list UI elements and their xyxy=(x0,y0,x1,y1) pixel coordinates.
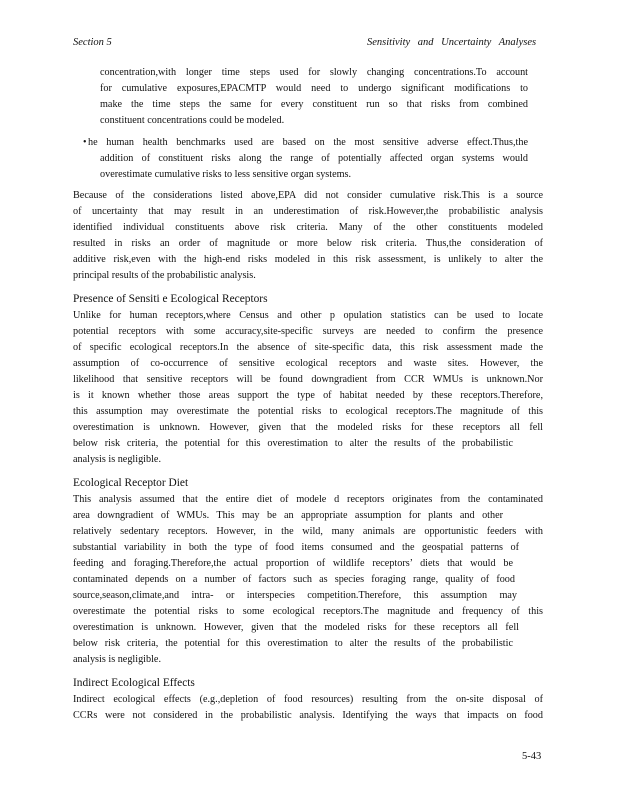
text-line: constituent concentrations could be modeled. xyxy=(100,115,285,126)
running-header-section: Section 5 xyxy=(73,37,112,48)
page-number: 5-43 xyxy=(522,751,542,762)
text-line: concentration,with longer time steps used for slowly changing concentrations.To account xyxy=(100,67,528,78)
text-line: Because of the considerations listed above,EPA did not consider cumulative risk.This is a source xyxy=(73,190,543,201)
text-line: of uncertainty that may result in an underestimation of risk.However,the probabilistic analysis xyxy=(73,206,543,217)
text-line: substantial variability in both the type of food items consumed and the geospatial patterns of xyxy=(73,542,519,553)
text-line: This analysis assumed that the entire diet of modele d receptors originates from the contaminated xyxy=(73,494,543,505)
bullet-line: he human health benchmarks used are based on the most sensitive adverse effect.Thus,the xyxy=(88,137,528,148)
text-line: overestimation is unknown. However, given that the modeled risks for these receptors all fell xyxy=(73,422,543,433)
text-line: is it known whether those areas support the type of habitat needed by these receptors.Therefore, xyxy=(73,390,543,401)
section-heading: Ecological Receptor Diet xyxy=(73,477,189,489)
text-line: potential receptors with some accuracy,site-specific surveys are needed to confirm the presence xyxy=(73,326,543,337)
section-heading: Indirect Ecological Effects xyxy=(73,677,195,689)
text-line: additive risk,even with the high-end risks modeled in this risk assessment, is unlikely to alter the xyxy=(73,254,543,265)
text-line: relatively sedentary receptors. However, in the wild, many animals are opportunistic feeders with xyxy=(73,526,543,537)
text-line: below risk criteria, the potential for this overestimation to alter the results of the probabilistic xyxy=(73,438,513,449)
text-line: Indirect ecological effects (e.g.,depletion of food resources) resulting from the on-site disposal of xyxy=(73,694,543,705)
text-line: below risk criteria, the potential for this overestimation to alter the results of the probabilistic xyxy=(73,638,513,649)
text-line: identified individual constituents above risk criteria. Many of the other constituents modeled xyxy=(73,222,543,233)
text-line: CCRs were not considered in the probabilistic analysis. Identifying the ways that impacts on food xyxy=(73,710,543,721)
section-heading: Presence of Sensiti e Ecological Receptors xyxy=(73,293,268,305)
text-line: area downgradient of WMUs. This may be an appropriate assumption for plants and other xyxy=(73,510,503,521)
bullet-line: addition of constituent risks along the range of potentially affected organ systems would xyxy=(100,153,528,164)
text-line: make the time steps the same for every constituent run so that risks from combined xyxy=(100,99,528,110)
text-line: source,season,climate,and intra- or interspecies competition.Therefore, this assumption may xyxy=(73,590,517,601)
text-line: Unlike for human receptors,where Census and other p opulation statistics can be used to locate xyxy=(73,310,543,321)
text-line: assumption of co-occurrence of sensitive ecological receptors and waste sites. However, the xyxy=(73,358,543,369)
text-line: overestimation is unknown. However, given that the modeled risks for these receptors all fell xyxy=(73,622,519,633)
text-line: resulted in risks an order of magnitude or more below risk criteria. Thus,the consideration of xyxy=(73,238,543,249)
text-line: this assumption may overestimate the potential risks to ecological receptors.The magnitude of this xyxy=(73,406,543,417)
bullet-marker: • xyxy=(83,137,87,148)
text-line: of specific ecological receptors.In the absence of site-specific data, this risk assessment made the xyxy=(73,342,543,353)
text-line: principal results of the probabilistic analysis. xyxy=(73,270,256,281)
text-line: contaminated depends on a number of factors such as species foraging range, quality of food xyxy=(73,574,515,585)
text-line: analysis is negligible. xyxy=(73,654,161,665)
text-line: feeding and foraging.Therefore,the actual proportion of wildlife receptors’ diets that would be xyxy=(73,558,513,569)
text-line: overestimate the potential risks to some ecological receptors.The magnitude and frequency of this xyxy=(73,606,543,617)
text-line: likelihood that sensitive receptors will be found downgradient from CCR WMUs is unknown.Nor xyxy=(73,374,543,385)
bullet-line: overestimate cumulative risks to less sensitive organ systems. xyxy=(100,169,352,180)
running-header-title: Sensitivity and Uncertainty Analyses xyxy=(367,37,537,48)
text-line: for cumulative exposures,EPACMTP would need to undergo significant modifications to xyxy=(100,83,528,94)
text-line: analysis is negligible. xyxy=(73,454,161,465)
